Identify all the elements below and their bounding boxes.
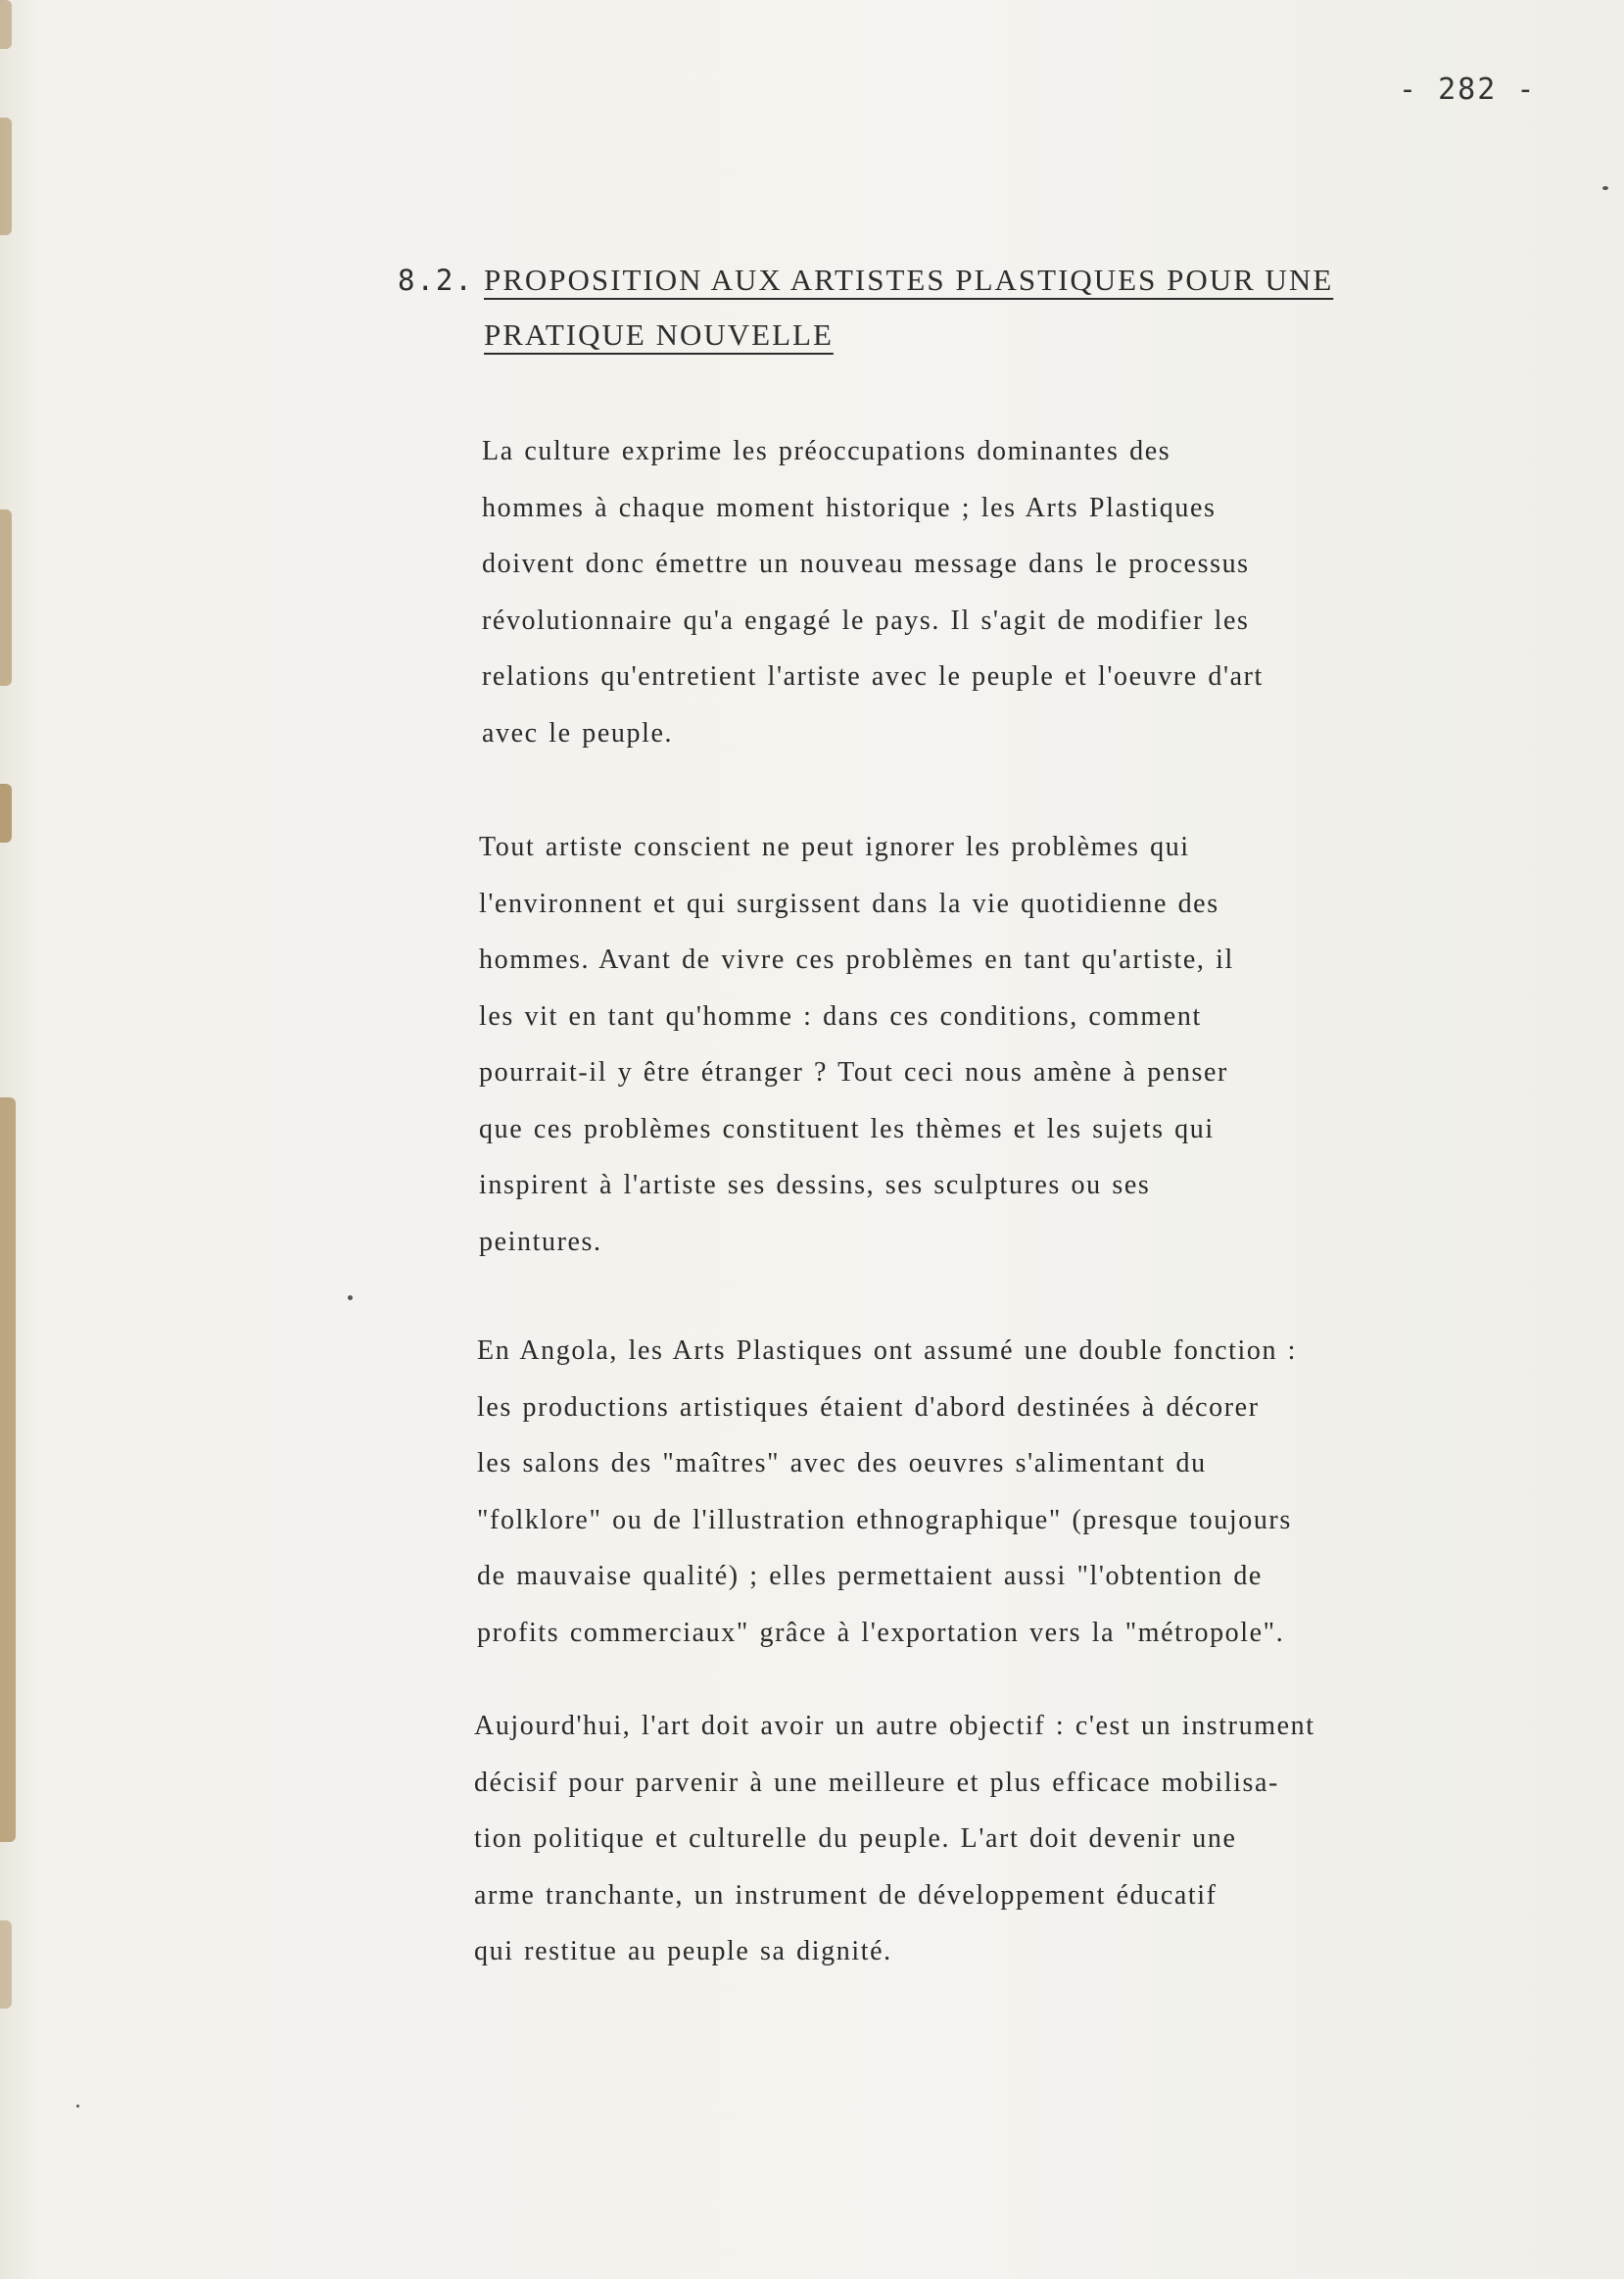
text-line: pourrait-il y être étranger ? Tout ceci nous amène à penser <box>479 1057 1228 1088</box>
section-title-line: PRATIQUE NOUVELLE <box>484 317 834 352</box>
text-line: "folklore" ou de l'illustration ethnographique" (presque toujours <box>477 1504 1292 1535</box>
speck <box>1602 186 1608 190</box>
text-line: hommes à chaque moment historique ; les Arts Plastiques <box>482 492 1217 523</box>
paragraph-4 <box>474 1698 1315 1980</box>
speck <box>348 1295 353 1300</box>
text-line: décisif pour parvenir à une meilleure et plus efficace mobilisa- <box>474 1767 1279 1798</box>
text-line: Tout artiste conscient ne peut ignorer les problèmes qui <box>479 832 1190 862</box>
text-line: En Angola, les Arts Plastiques ont assumé une double fonction : <box>477 1335 1298 1366</box>
text-line: doivent donc émettre un nouveau message dans le processus <box>482 549 1250 579</box>
edge-stain <box>0 0 12 49</box>
text-line: hommes. Avant de vivre ces problèmes en tant qu'artiste, il <box>479 945 1234 975</box>
section-title-line: PROPOSITION AUX ARTISTES PLASTIQUES POUR UNE <box>484 263 1334 297</box>
text-line: Aujourd'hui, l'art doit avoir un autre objectif : c'est un instrument <box>474 1711 1315 1741</box>
text-line: les productions artistiques étaient d'abord destinées à décorer <box>477 1391 1260 1423</box>
paragraph-2 <box>479 819 1234 1270</box>
text-line: La culture exprime les préoccupations dominantes des <box>482 436 1171 466</box>
text-line: révolutionnaire qu'a engagé le pays. Il s'agit de modifier les <box>482 605 1250 636</box>
text-line: qui restitue au peuple sa dignité. <box>474 1936 892 1966</box>
text-line: relations qu'entretient l'artiste avec le peuple et l'oeuvre d'art <box>482 661 1264 692</box>
text-line: que ces problèmes constituent les thèmes et les sujets qui <box>479 1113 1215 1144</box>
section-title <box>484 253 1463 363</box>
paragraph-1 <box>482 423 1264 761</box>
text-line: profits commerciaux" grâce à l'exportation vers la "métropole". <box>477 1617 1285 1648</box>
text-line: les vit en tant qu'homme : dans ces conditions, comment <box>479 1000 1202 1032</box>
edge-stain <box>0 118 12 235</box>
text-line: inspirent à l'artiste ses dessins, ses sculptures ou ses <box>479 1170 1151 1200</box>
text-line: l'environnent et qui surgissent dans la vie quotidienne des <box>479 888 1219 919</box>
paragraph-3 <box>477 1323 1297 1661</box>
edge-stain <box>0 1097 16 1842</box>
edge-stain <box>0 784 12 843</box>
text-line: peintures. <box>479 1226 602 1257</box>
text-line: arme tranchante, un instrument de développement éducatif <box>474 1879 1218 1911</box>
edge-stain <box>0 509 12 686</box>
text-line: les salons des "maîtres" avec des oeuvres s'alimentant du <box>477 1448 1207 1479</box>
text-line: tion politique et culturelle du peuple. L'art doit devenir une <box>474 1823 1237 1854</box>
text-line: de mauvaise qualité) ; elles permettaient aussi "l'obtention de <box>477 1561 1263 1591</box>
section-number: 8.2. <box>398 264 474 297</box>
edge-stain <box>0 1920 12 2009</box>
text-line: avec le peuple. <box>482 717 674 749</box>
page-number: - 282 - <box>1399 73 1537 107</box>
speck <box>76 2105 79 2108</box>
